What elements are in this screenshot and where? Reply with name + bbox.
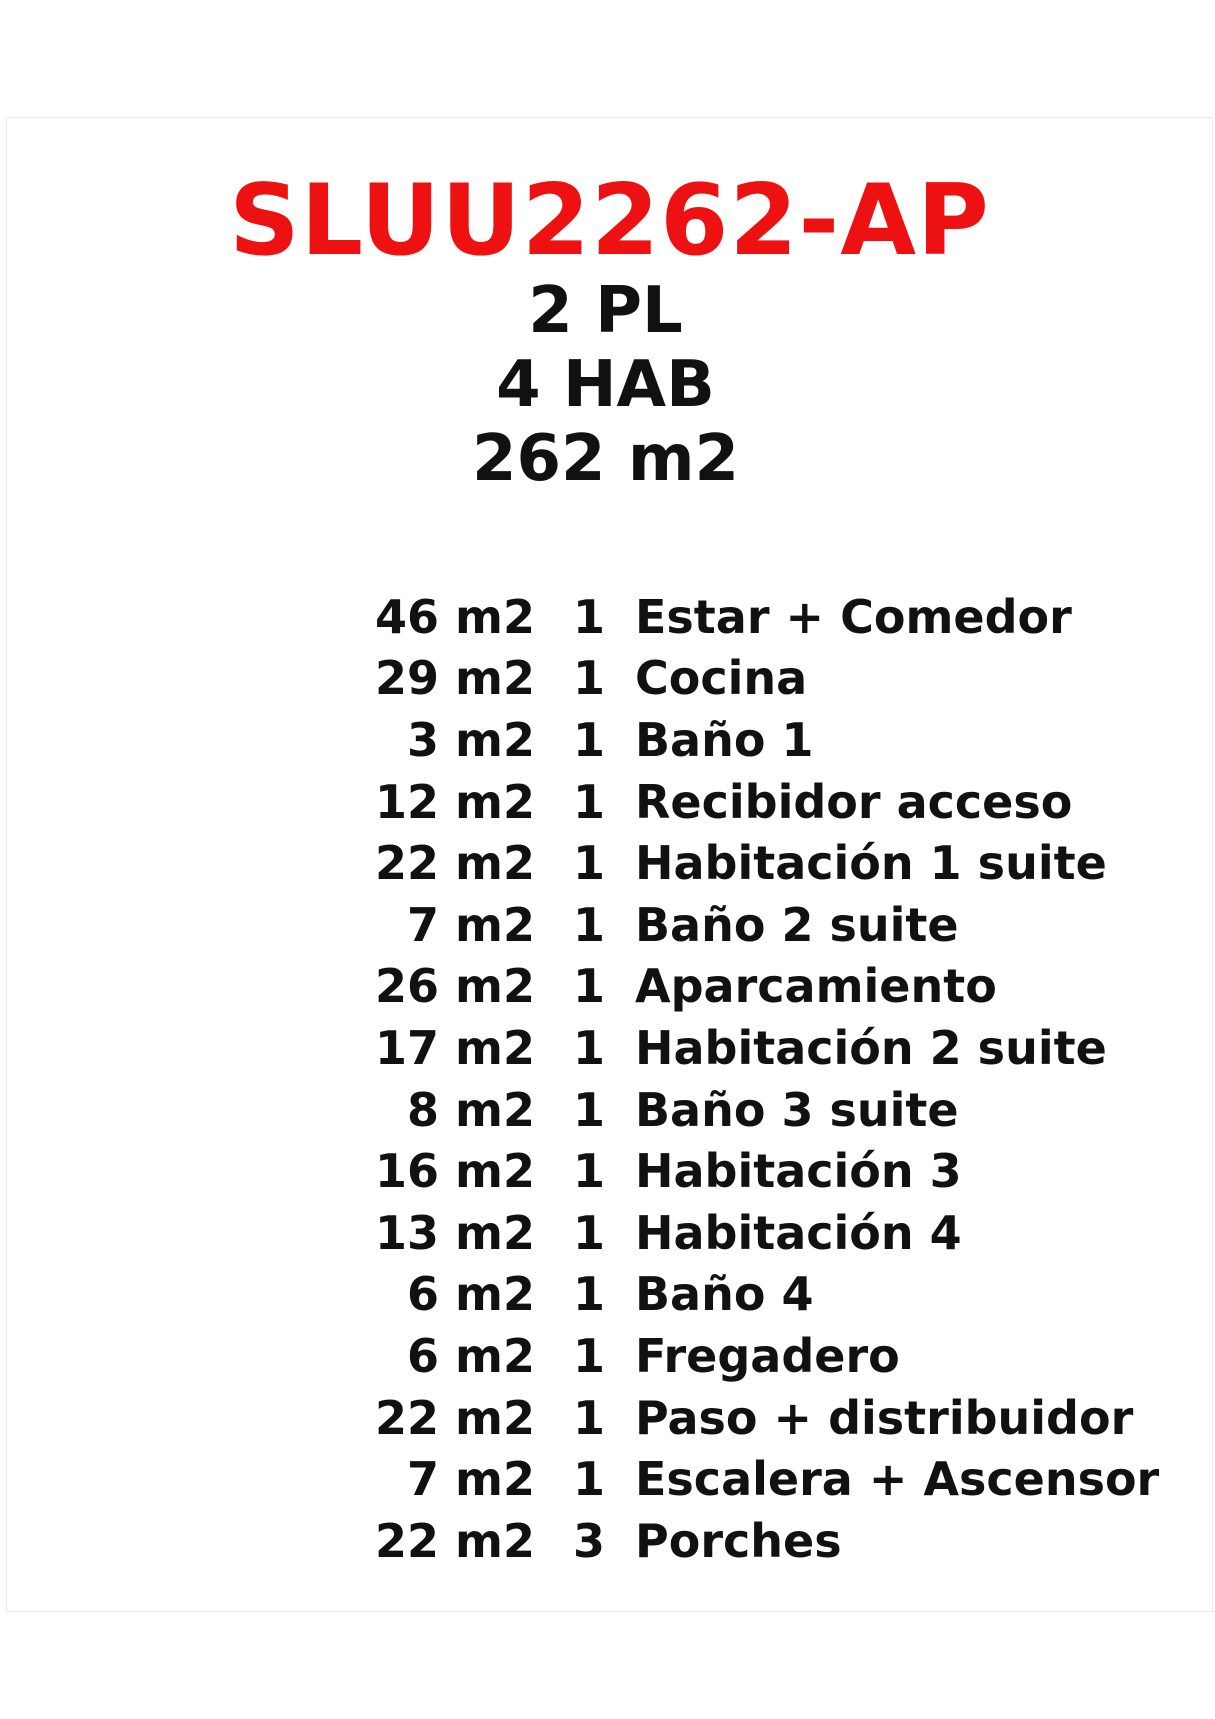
room-qty: 1 — [572, 959, 605, 1014]
room-name: Aparcamiento — [635, 959, 997, 1014]
room-qty: 1 — [572, 1205, 605, 1260]
room-qty: 1 — [572, 897, 605, 952]
room-name: Habitación 1 suite — [635, 836, 1107, 891]
room-name: Paso + distribuidor — [635, 1390, 1134, 1445]
room-row — [330, 1325, 1210, 1387]
room-row — [330, 1448, 1210, 1510]
room-area: 3 m2 — [407, 712, 535, 767]
room-area: 46 m2 — [375, 589, 535, 644]
room-name: Fregadero — [635, 1328, 900, 1383]
room-name: Cocina — [635, 651, 808, 706]
room-name: Habitación 3 — [635, 1144, 962, 1199]
room-row — [330, 586, 1210, 648]
room-area: 12 m2 — [375, 774, 535, 829]
room-area: 16 m2 — [375, 1144, 535, 1199]
room-name: Estar + Comedor — [635, 589, 1072, 644]
room-row — [330, 648, 1210, 710]
room-qty: 1 — [572, 836, 605, 891]
room-name: Recibidor acceso — [635, 774, 1073, 829]
room-row — [330, 832, 1210, 894]
room-list — [330, 586, 1210, 1572]
room-qty: 1 — [572, 1020, 605, 1075]
room-area: 8 m2 — [407, 1082, 535, 1137]
room-area: 13 m2 — [375, 1205, 535, 1260]
room-qty: 1 — [572, 651, 605, 706]
room-name: Baño 4 — [635, 1267, 814, 1322]
room-area: 7 m2 — [407, 1452, 535, 1507]
room-qty: 1 — [572, 774, 605, 829]
total-area: 262 m2 — [471, 422, 740, 496]
room-qty: 1 — [572, 1267, 605, 1322]
floors-count: 2 PL — [528, 274, 683, 348]
room-row — [330, 956, 1210, 1018]
room-row — [330, 1079, 1210, 1141]
room-row — [330, 1387, 1210, 1449]
room-name: Baño 3 suite — [635, 1082, 959, 1137]
room-qty: 1 — [572, 589, 605, 644]
room-name: Escalera + Ascensor — [635, 1452, 1160, 1507]
room-name: Baño 1 — [635, 712, 814, 767]
room-area: 6 m2 — [407, 1267, 535, 1322]
room-area: 6 m2 — [407, 1328, 535, 1383]
room-row — [330, 1264, 1210, 1326]
room-row — [330, 1140, 1210, 1202]
room-area: 29 m2 — [375, 651, 535, 706]
header — [0, 164, 1215, 496]
room-name: Baño 2 suite — [635, 897, 959, 952]
room-name: Habitación 2 suite — [635, 1020, 1107, 1075]
property-code: SLUU2262-AP — [229, 164, 990, 278]
room-row — [330, 771, 1210, 833]
room-area: 7 m2 — [407, 897, 535, 952]
room-area: 26 m2 — [375, 959, 535, 1014]
room-qty: 1 — [572, 1452, 605, 1507]
room-area: 22 m2 — [375, 1390, 535, 1445]
room-row — [330, 1510, 1210, 1572]
room-name: Porches — [635, 1513, 842, 1568]
room-qty: 1 — [572, 1390, 605, 1445]
room-qty: 1 — [572, 1144, 605, 1199]
room-qty: 3 — [572, 1513, 605, 1568]
room-row — [330, 894, 1210, 956]
room-name: Habitación 4 — [635, 1205, 962, 1260]
rooms-count: 4 HAB — [496, 348, 715, 422]
room-row — [330, 1017, 1210, 1079]
room-row — [330, 709, 1210, 771]
room-qty: 1 — [572, 1082, 605, 1137]
room-area: 22 m2 — [375, 1513, 535, 1568]
room-qty: 1 — [572, 712, 605, 767]
room-row — [330, 1202, 1210, 1264]
room-area: 22 m2 — [375, 836, 535, 891]
room-qty: 1 — [572, 1328, 605, 1383]
room-area: 17 m2 — [375, 1020, 535, 1075]
